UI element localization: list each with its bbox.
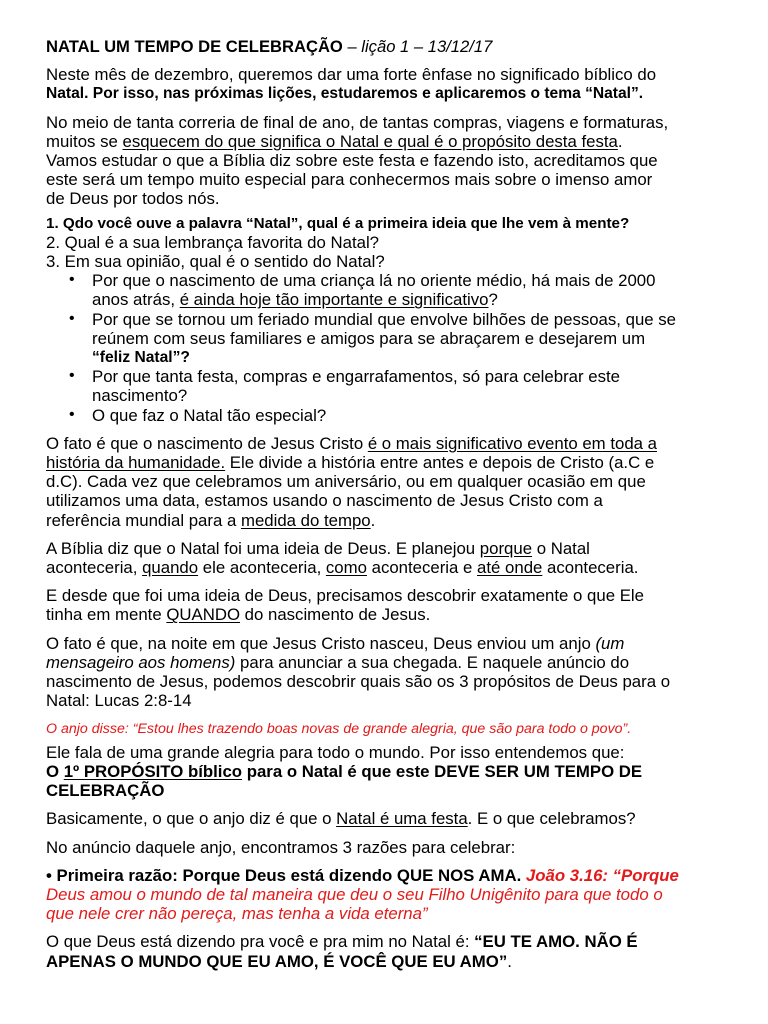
paragraph-line [46,866,722,885]
underlined-text: Natal é uma festa [336,809,468,829]
paragraph-line [46,434,722,453]
paragraph-quando [46,586,722,624]
paragraph-line: Natal: Lucas 2:8-14 [46,691,192,711]
bible-quote [46,720,722,739]
lesson-title [46,37,722,56]
bullet-list [46,271,722,425]
question-list [46,214,722,272]
paragraph-ideia-de-deus [46,539,722,577]
text-span: Ele divide a história entre antes e depois de Cristo (a.C e [225,453,655,473]
intro-line: Neste mês de dezembro, queremos dar uma forte ênfase no significado bíblico do [46,65,657,85]
text-span: Basicamente, o que o anjo diz é que o [46,809,337,829]
paragraph-line [46,453,722,472]
intro-paragraph [46,65,722,103]
text-span: aconteceria, [46,558,143,578]
purpose-heading-line: CELEBRAÇÃO [46,781,165,801]
text-span: muitos se [46,131,123,151]
underlined-text: 1º PROPÓSITO bíblico [63,761,243,781]
paragraph-line [46,132,722,151]
text-span: O fato é que o nascimento de Jesus Cristo [46,433,368,453]
text-span: O que Deus está dizendo pra você e pra mim no Natal é: [46,932,475,952]
text-span: aconteceria e [366,558,478,578]
quote-line: O anjo disse: “Estou lhes trazendo boas novas de grande alegria, que são para todo o povo”. [46,720,632,737]
red-verse-line: Deus amou o mundo de tal maneira que deu o seu Filho Unigênito para que todo o [46,884,663,904]
bullet-line-bold: “feliz Natal”? [92,349,190,367]
bold-text: “EU TE AMO. NÃO É [474,932,638,952]
paragraph-line [46,653,722,672]
text-span: . E o que celebramos? [467,809,636,829]
underlined-text: medida do tempo [240,510,371,530]
question-3: 3. Em sua opinião, qual é o sentido do Natal? [46,252,385,272]
text-span: do nascimento de Jesus. [240,605,431,625]
paragraph-line [46,932,722,951]
text-span: O [46,761,64,781]
text-span: . [617,131,623,151]
bullet-item [46,310,722,368]
title-dash: – [342,37,362,56]
bullet-line: • O que faz o Natal tão especial? [92,405,327,425]
paragraph-line [46,952,722,971]
text-span: aconteceria. [542,558,639,578]
bullet-line: • Por que o nascimento de uma criança lá no oriente médio, há mais de 2000 [92,271,656,291]
purpose-heading [46,762,722,781]
text-span: referência mundial para a [46,510,241,530]
bullet-line: nascimento? [92,386,188,406]
bullet-item [46,406,722,425]
text-span: ? [488,290,498,310]
question-1: 1. Qdo você ouve a palavra “Natal”, qual é a primeira ideia que lhe vem à mente? [46,214,630,232]
paragraph-line [46,558,722,577]
paragraph-line: No meio de tanta correria de final de ano, de tantas compras, viagens e formaturas, [46,112,669,132]
paragraph-line: Ele fala de uma grande alegria para todo o mundo. Por isso entendemos que: [46,742,625,762]
paragraph-line [46,605,722,624]
paragraph-line [46,809,722,828]
paragraph-line: Vamos estudar o que a Bíblia diz sobre este festa e fazendo isto, acreditamos que [46,151,658,171]
red-verse-line: que nele crer não pereça, mas tenha a vida eterna” [46,904,428,924]
paragraph-line: d.C). Cada vez que celebramos um aniversário, ou em qualquer ocasião em que [46,472,646,492]
red-verse-text: João 3.16: “Porque [525,865,679,885]
paragraph-line: nascimento de Jesus, podemos descobrir quais são os 3 propósitos de Deus para o [46,672,671,692]
paragraph-razoes [46,838,722,857]
underlined-text: história da humanidade. [46,453,226,473]
bullet-line: • Por que se tornou um feriado mundial que envolve bilhões de pessoas, que se [92,309,676,329]
bold-text: APENAS O MUNDO QUE EU AMO, É VOCÊ QUE EU AMO” [46,951,508,971]
bullet-line [92,290,722,309]
text-span: O fato é que, na noite em que Jesus Cristo nasceu, Deus enviou um anjo [46,633,596,653]
title-main: NATAL UM TEMPO DE CELEBRAÇÃO [46,37,343,56]
paragraph-correria [46,113,722,209]
bullet-line: • Por que tanta festa, compras e engarrafamentos, só para celebrar este [92,367,620,387]
paragraph-line [46,511,722,530]
bullet-item [46,271,722,309]
text-span: tinha em mente [46,605,167,625]
paragraph-eu-te-amo [46,932,722,970]
italic-text: mensageiro aos homens) [46,652,236,672]
text-span: . [370,510,376,530]
paragraph-primeira-razao [46,866,722,924]
bullet-line: reúnem com seus familiares e amigos para se abraçarem e desejarem um [92,328,646,348]
question-2: 2. Qual é a sua lembrança favorita do Natal? [46,232,380,252]
underlined-text: até onde [477,558,543,578]
text-span: anos atrás, [92,290,180,310]
underlined-text: como [325,558,367,578]
text-span: para o Natal é que este DEVE SER UM TEMPO DE [242,761,643,781]
underlined-text: é ainda hoje tão importante e significativo [179,290,489,310]
paragraph-line: No anúncio daquele anjo, encontramos 3 razões para celebrar: [46,837,516,857]
text-span: . [507,951,512,971]
paragraph-line: este será um tempo muito especial para conhecermos mais sobre o imenso amor [46,170,653,190]
bullet-item [46,367,722,405]
intro-line-bold: Natal. Por isso, nas próximas lições, estudaremos e aplicaremos o tema “Natal”. [46,85,644,103]
paragraph-line: utilizamos uma data, estamos usando o nascimento de Jesus Cristo com a [46,491,603,511]
paragraph-line: E desde que foi uma ideia de Deus, precisamos descobrir exatamente o que Ele [46,586,644,606]
title-lesson: lição 1 – 13/12/17 [361,37,493,56]
text-span: para anunciar a sua chegada. E naquele anúncio do [235,652,630,672]
paragraph-line [46,634,722,653]
text-span: A Bíblia diz que o Natal foi uma ideia de Deus. E planejou [46,538,480,558]
text-span: o Natal [532,538,590,558]
underlined-text: é o mais significativo evento em toda a [367,433,657,453]
underlined-text: porque [479,538,533,558]
underlined-text: esquecem do que significa o Natal e qual é o propósito desta festa [122,131,618,151]
paragraph-line [46,539,722,558]
paragraph-festa [46,809,722,828]
text-span: ele aconteceria, [198,558,326,578]
underlined-text: QUANDO [166,605,240,625]
paragraph-anjo [46,634,722,711]
paragraph-proposito [46,743,722,801]
paragraph-line: de Deus por todos nós. [46,189,220,209]
paragraph-fato [46,434,722,530]
bold-text: • Primeira razão: Porque Deus está dizendo QUE NOS AMA. [46,865,526,885]
underlined-text: quando [142,558,199,578]
italic-text: (um [595,633,625,653]
